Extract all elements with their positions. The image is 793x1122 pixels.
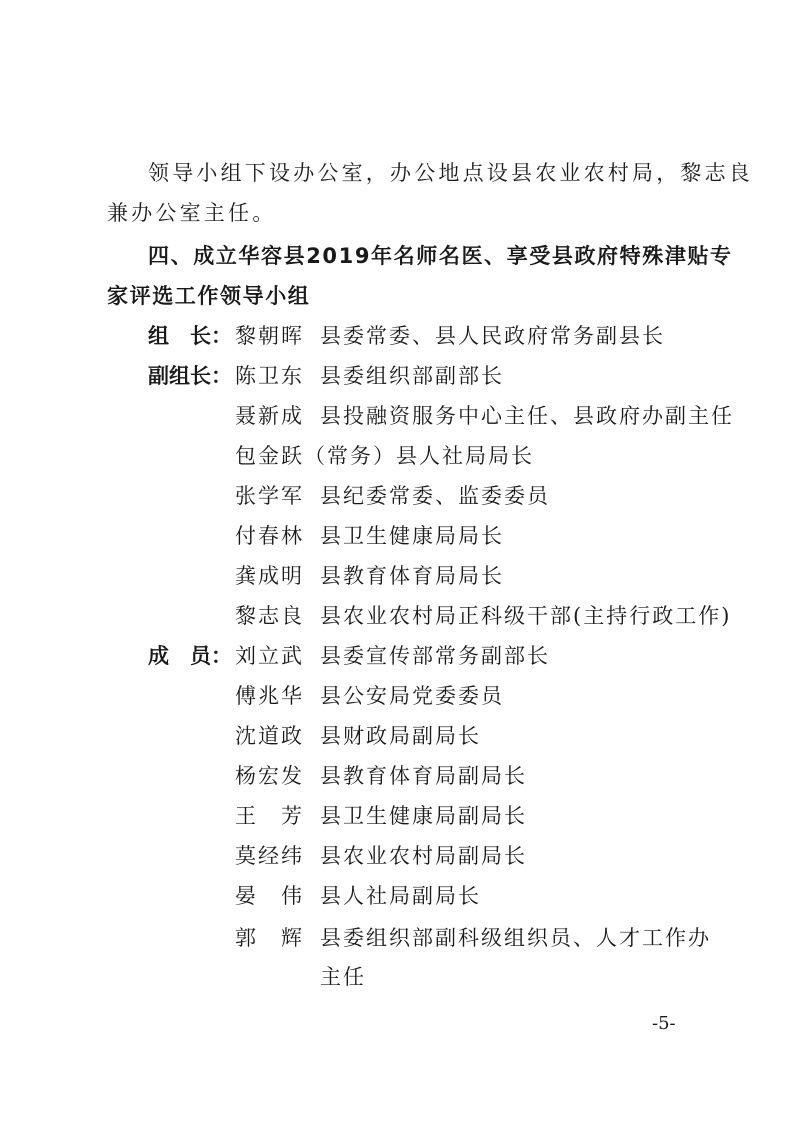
deputy-name: 张学军 [235, 484, 304, 508]
member-title: 县教育体育局副局长 [320, 764, 527, 788]
member-name: 沈道政 [235, 724, 304, 748]
member-title: 县财政局副局长 [320, 724, 481, 748]
member-name: 莫经纬 [235, 844, 304, 868]
deputy-label: 副组长： [148, 364, 232, 388]
member-name: 郭 辉 [235, 926, 304, 950]
member-title-continuation: 主任 [320, 965, 366, 989]
member-name: 晏 伟 [235, 884, 304, 908]
paragraph-line: 兼办公室主任。 [107, 201, 277, 225]
member-title: 县卫生健康局副局长 [320, 804, 527, 828]
deputy-name: 龚成明 [235, 564, 304, 588]
section-heading: 家评选工作领导小组 [107, 284, 311, 308]
deputy-name: 付春林 [235, 524, 304, 548]
section-heading: 四、成立华容县2019年名师名医、享受县政府特殊津贴专 [148, 244, 733, 268]
deputy-title: 县教育体育局局长 [320, 564, 504, 588]
member-title: 县公安局党委委员 [320, 684, 504, 708]
deputy-title: 县委组织部副部长 [320, 364, 504, 388]
paragraph-line: 领导小组下设办公室，办公地点设县农业农村局，黎志良 [148, 161, 753, 185]
member-name: 傅兆华 [235, 684, 304, 708]
deputy-name: 陈卫东 [235, 364, 304, 388]
leader-name: 黎朝晖 [235, 324, 304, 348]
member-title: 县农业农村局副局长 [320, 844, 527, 868]
deputy-name: 聂新成 [235, 404, 304, 428]
member-name: 杨宏发 [235, 764, 304, 788]
deputy-name: 包金跃（常务）县人社局局长 [235, 444, 534, 468]
deputy-name: 黎志良 [235, 604, 304, 628]
member-title: 县委组织部副科级组织员、人才工作办 [320, 926, 711, 950]
deputy-title: 县农业农村局正科级干部(主持行政工作) [320, 604, 732, 628]
page-number: -5- [652, 1013, 676, 1034]
member-title: 县委宣传部常务副部长 [320, 644, 550, 668]
deputy-title: 县投融资服务中心主任、县政府办副主任 [320, 404, 734, 428]
member-name: 王 芳 [235, 804, 304, 828]
member-title: 县人社局副局长 [320, 884, 481, 908]
deputy-title: 县卫生健康局局长 [320, 524, 504, 548]
leader-title: 县委常委、县人民政府常务副县长 [320, 324, 665, 348]
leader-label: 组 长： [148, 324, 232, 348]
member-name: 刘立武 [235, 644, 304, 668]
members-label: 成 员： [148, 644, 232, 668]
deputy-title: 县纪委常委、监委委员 [320, 484, 550, 508]
